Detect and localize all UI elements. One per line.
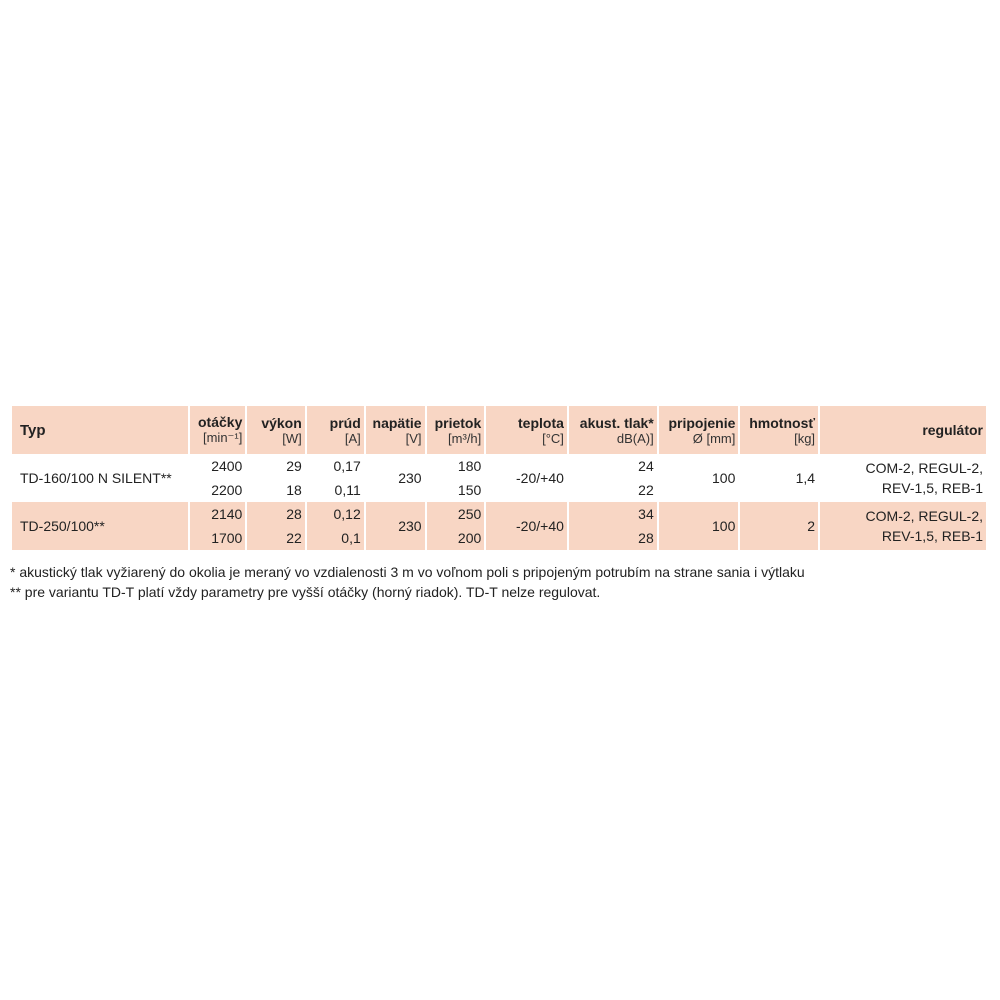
cell-prietok: 180 [427, 454, 485, 478]
header-prietok: prietok [m³/h] [427, 406, 485, 454]
spec-table [10, 406, 988, 550]
regulator-line: COM-2, REGUL-2, [865, 460, 983, 476]
cell-otacky: 2200 [190, 478, 246, 502]
cell-vykon: 29 [247, 454, 304, 478]
cell-teplota: -20/+40 [486, 454, 567, 502]
cell-teplota: -20/+40 [486, 502, 567, 550]
cell-otacky: 1700 [190, 526, 246, 550]
cell-pripojenie: 100 [659, 502, 739, 550]
cell-hmotnost: 2 [740, 502, 818, 550]
cell-prietok: 150 [427, 478, 485, 502]
header-teplota: teplota [°C] [486, 406, 567, 454]
cell-napatie: 230 [366, 454, 425, 502]
cell-regulator [820, 502, 986, 550]
footnote-acoustic: * akustický tlak vyžiarený do okolia je meraný vo vzdialenosti 3 m vo voľnom poli s pripojeným potrubím na strane sania i výtlaku [10, 564, 805, 580]
cell-prietok: 200 [427, 526, 485, 550]
cell-akust: 28 [569, 526, 657, 550]
header-vykon: výkon [W] [247, 406, 304, 454]
cell-akust: 22 [569, 478, 657, 502]
header-otacky: otáčky [min⁻¹] [190, 406, 246, 454]
footnote-variant: ** pre variantu TD-T platí vždy parametry pre vyšší otáčky (horný riadok). TD-T nelze regulovat. [10, 584, 601, 600]
cell-prud: 0,12 [307, 502, 364, 526]
header-hmotnost: hmotnosť [kg] [740, 406, 818, 454]
cell-otacky: 2140 [190, 502, 246, 526]
cell-prud: 0,1 [307, 526, 364, 550]
cell-vykon: 22 [247, 526, 304, 550]
regulator-line: COM-2, REGUL-2, [865, 508, 983, 524]
cell-prud: 0,17 [307, 454, 364, 478]
cell-prietok: 250 [427, 502, 485, 526]
cell-typ: TD-160/100 N SILENT** [12, 454, 188, 502]
cell-otacky: 2400 [190, 454, 246, 478]
cell-akust: 24 [569, 454, 657, 478]
table-header-row [12, 406, 986, 454]
header-napatie: napätie [V] [366, 406, 425, 454]
table-row [12, 502, 986, 526]
header-pripojenie: pripojenie Ø [mm] [659, 406, 739, 454]
header-akust: akust. tlak* dB(A)] [569, 406, 657, 454]
cell-hmotnost: 1,4 [740, 454, 818, 502]
header-typ: Typ [12, 406, 188, 454]
table-row [12, 454, 986, 478]
cell-prud: 0,11 [307, 478, 364, 502]
cell-vykon: 28 [247, 502, 304, 526]
header-regulator: regulátor [820, 406, 986, 454]
cell-akust: 34 [569, 502, 657, 526]
header-prud: prúd [A] [307, 406, 364, 454]
cell-pripojenie: 100 [659, 454, 739, 502]
regulator-line: REV-1,5, REB-1 [881, 480, 983, 496]
cell-napatie: 230 [366, 502, 425, 550]
regulator-line: REV-1,5, REB-1 [881, 528, 983, 544]
footnotes [10, 562, 990, 602]
cell-regulator [820, 454, 986, 502]
cell-typ: TD-250/100** [12, 502, 188, 550]
cell-vykon: 18 [247, 478, 304, 502]
